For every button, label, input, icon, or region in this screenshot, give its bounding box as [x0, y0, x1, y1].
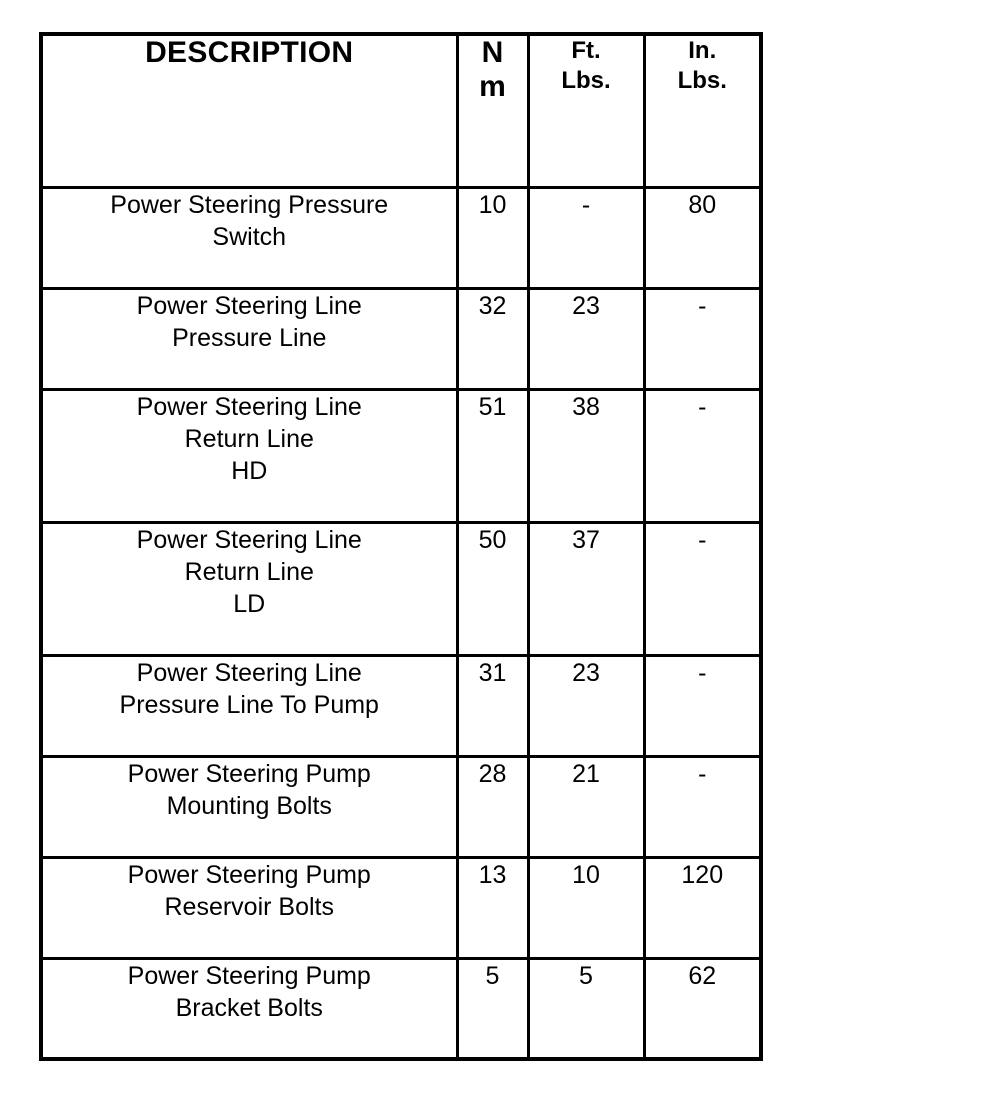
description-line: Return Line — [184, 557, 314, 586]
description-cell — [41, 288, 457, 389]
nm-cell: 51 — [457, 389, 528, 522]
torque-spec-table — [39, 32, 763, 1061]
description-line: Power Steering Pump — [127, 759, 371, 788]
in-lbs-cell: - — [644, 389, 761, 522]
table-row — [41, 958, 761, 1059]
description-line: Power Steering Pressure — [110, 190, 389, 219]
in-lbs-cell: - — [644, 288, 761, 389]
in-lbs-cell: 62 — [644, 958, 761, 1059]
ft-lbs-cell: 37 — [528, 522, 644, 655]
header-row — [41, 34, 761, 187]
ft-lbs-header — [528, 34, 644, 187]
description-cell — [41, 522, 457, 655]
description-cell — [41, 857, 457, 958]
ft-lbs-cell: 21 — [528, 756, 644, 857]
nm-cell: 5 — [457, 958, 528, 1059]
description-line: Power Steering Line — [136, 658, 362, 687]
in-lbs-header-line: In. — [688, 37, 717, 64]
description-cell — [41, 756, 457, 857]
table-row — [41, 522, 761, 655]
description-line: Switch — [212, 222, 287, 251]
description-line: Power Steering Line — [136, 392, 362, 421]
table-row — [41, 389, 761, 522]
description-line: Return Line — [184, 424, 314, 453]
description-line: Pressure Line To Pump — [119, 690, 379, 719]
ft-lbs-cell: 23 — [528, 288, 644, 389]
in-lbs-cell: 120 — [644, 857, 761, 958]
table-row — [41, 756, 761, 857]
in-lbs-cell: - — [644, 756, 761, 857]
nm-cell: 13 — [457, 857, 528, 958]
in-lbs-header — [644, 34, 761, 187]
description-line: HD — [231, 456, 268, 485]
in-lbs-cell: - — [644, 522, 761, 655]
nm-header — [457, 34, 528, 187]
description-line: Reservoir Bolts — [164, 892, 334, 921]
nm-header-line: N — [481, 36, 504, 69]
description-line: Power Steering Line — [136, 291, 362, 320]
table-row — [41, 288, 761, 389]
description-cell — [41, 389, 457, 522]
ft-lbs-cell: - — [528, 187, 644, 288]
nm-cell: 32 — [457, 288, 528, 389]
description-line: LD — [233, 589, 266, 618]
nm-header-line: m — [479, 70, 506, 103]
table-row — [41, 187, 761, 288]
description-line: Power Steering Line — [136, 525, 362, 554]
in-lbs-cell: 80 — [644, 187, 761, 288]
ft-lbs-cell: 10 — [528, 857, 644, 958]
description-cell — [41, 187, 457, 288]
in-lbs-header-line: Lbs. — [677, 67, 727, 94]
ft-lbs-cell: 38 — [528, 389, 644, 522]
ft-lbs-header-line: Ft. — [571, 37, 601, 64]
in-lbs-cell: - — [644, 655, 761, 756]
description-header: DESCRIPTION — [41, 34, 457, 187]
nm-cell: 10 — [457, 187, 528, 288]
table-row — [41, 857, 761, 958]
description-line: Power Steering Pump — [127, 961, 371, 990]
description-line: Pressure Line — [172, 323, 327, 352]
nm-cell: 28 — [457, 756, 528, 857]
description-cell — [41, 655, 457, 756]
description-cell — [41, 958, 457, 1059]
description-line: Power Steering Pump — [127, 860, 371, 889]
ft-lbs-cell: 23 — [528, 655, 644, 756]
description-line: Mounting Bolts — [166, 791, 332, 820]
description-line: Bracket Bolts — [175, 993, 323, 1022]
ft-lbs-cell: 5 — [528, 958, 644, 1059]
nm-cell: 31 — [457, 655, 528, 756]
ft-lbs-header-line: Lbs. — [561, 67, 611, 94]
table-row — [41, 655, 761, 756]
nm-cell: 50 — [457, 522, 528, 655]
